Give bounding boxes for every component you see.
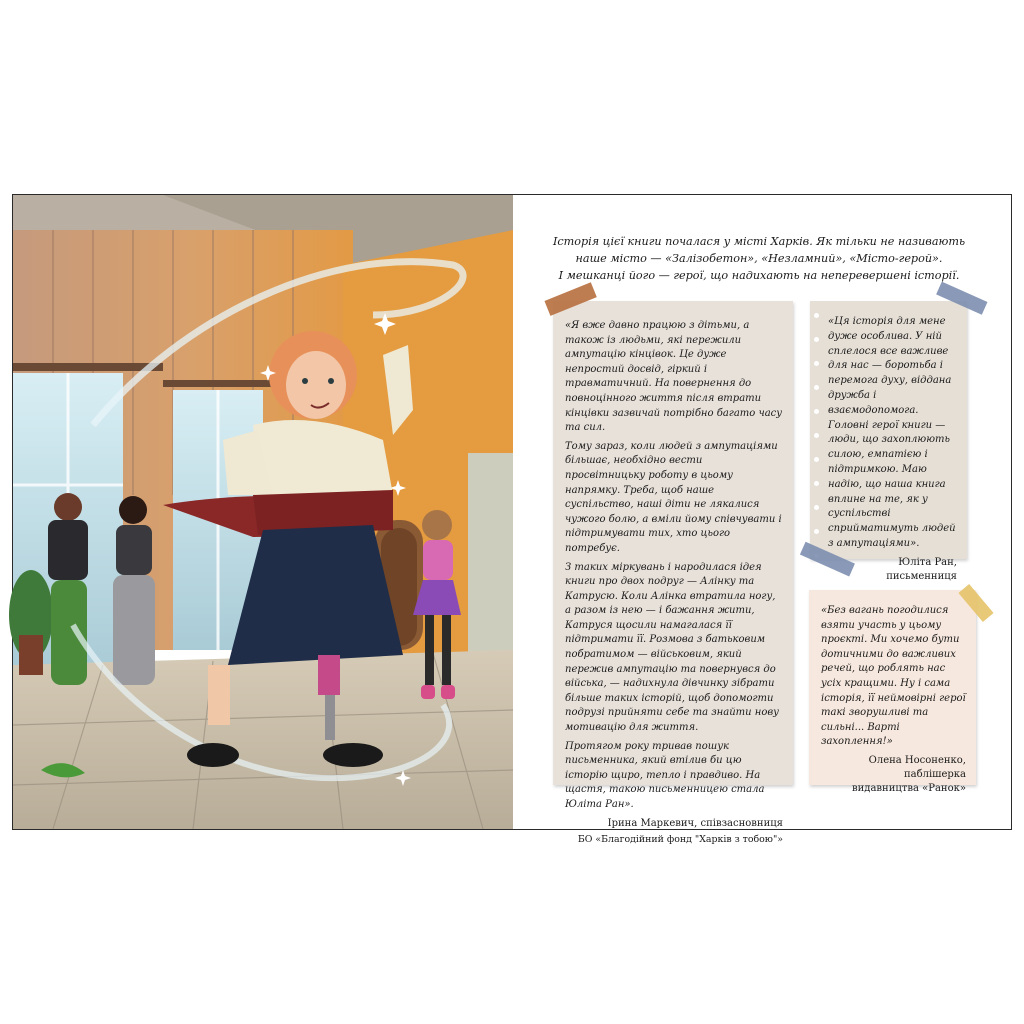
note-publisher-quote: [809, 590, 976, 794]
note-main-signature-1: Ірина Маркевич, співзасновниця: [607, 817, 783, 829]
illustration-dancing-girl: [13, 195, 513, 829]
note-publisher-signature-3: видавництва «Ранок»: [852, 782, 966, 794]
tape-yellow: [953, 583, 999, 623]
note-author-signature-2: письменниця: [886, 570, 957, 582]
note-publisher-text: «Без вагань погодилися взяти участь у цьому проєкті. Ми хочемо бути дотичними до важливих речей, що роблять нас усіх кращими. Ну і сама історія, її неймовірні герої такі зворушливі та сильні... Варті захоплення!»: [821, 605, 966, 748]
note-author-quote: [810, 301, 967, 582]
tape-blue-bottom: [797, 545, 857, 575]
note-main-quote: [553, 301, 793, 845]
note-publisher-signature-2: паблішерка: [903, 768, 966, 780]
note-main-paragraph-1: «Я вже давно працюю з дітьми, а також із людьми, які пережили ампутацію кінцівок. Це дуже непростий досвід, гіркий і травматичний. На повернення до повноцінного життя після втрати кінцівки зазвичай потрібно багато часу та сил.: [565, 320, 783, 434]
book-spread: [12, 194, 1012, 845]
note-main-paragraph-2: Тому зараз, коли людей з ампутаціями більшає, необхідно вести просвітницьку роботу в цьому напрямку. Треба, щоб наше суспільство, наші діти не лякалися чужого болю, а вміли йому співчувати і підтримувати тих, хто цього потребує.: [565, 440, 782, 554]
intro-line-3: І мешканці його — герої, що надихають на неперевершені історії.: [558, 269, 960, 282]
intro-text: [523, 233, 995, 284]
tape-blue-top: [933, 287, 989, 313]
tape-brown: [543, 287, 599, 313]
note-main-signature-2: БО «Благодійний фонд "Харків з тобою"»: [577, 833, 783, 845]
note-main-paragraph-3: З таких міркувань і народилася ідея книги про двох подруг — Алінку та Катрусю. Коли Алінка втратила ногу, а разом із нею — і бажання жити, Катруся щосили намагалася її підтримати її. Розмова з батьковим побратимом — військовим, який пережив ампутацію та повернувся до війська, — надихнула дівчинку зібрати більше таких історій, щоб допомогти подрузі прийняти себе та знайти нову мотивацію для життя.: [565, 561, 779, 734]
intro-line-2: наше місто — «Залізобетон», «Незламний», «Місто-герой».: [575, 252, 943, 265]
text-page: [513, 195, 1011, 845]
note-publisher-signature-1: Олена Носоненко,: [868, 754, 966, 766]
note-author-signature-1: Юліта Ран,: [898, 556, 957, 568]
note-author-text: «Ця історія для мене дуже особлива. У ній сплелося все важливе для нас — боротьба і перемога духу, віддана дружба і взаємодопомога. Головні герої книги — люди, що захоплюють силою, емпатією і підтримкою. Маю надію, що наша книга вплине на те, як у суспільстві сприйматимуть людей з ампутаціями».: [828, 316, 956, 549]
note-main-paragraph-4: Протягом року тривав пошук письменника, який втілив би цю історію щиро, тепло і правдиво. На щастя, такою письменницею стала Юліта Ран».: [565, 740, 765, 810]
intro-line-1: Історія цієї книги почалася у місті Харків. Як тільки не називають: [552, 235, 966, 248]
